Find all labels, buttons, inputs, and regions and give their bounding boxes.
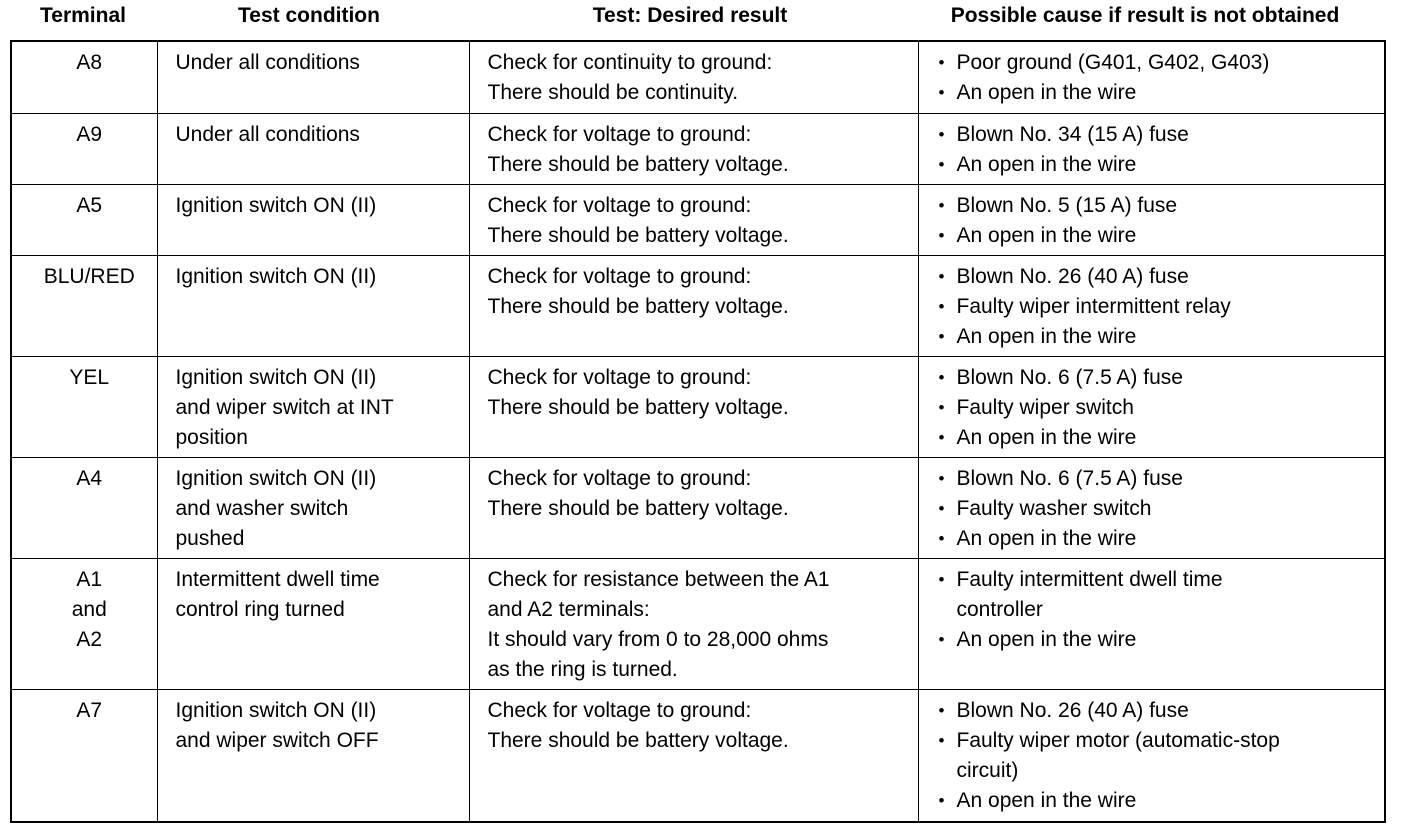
desired-result-text: There should be continuity.: [487, 81, 739, 104]
desired-result-text: There should be battery voltage.: [487, 223, 789, 247]
test-condition-text: Under all conditions: [175, 122, 360, 146]
troubleshooting-table: [10, 40, 1386, 823]
terminal-label: A7: [76, 698, 103, 722]
desired-result-cell: [469, 41, 918, 113]
table-row: [11, 255, 1385, 356]
desired-result-text: Check for voltage to ground:: [487, 122, 752, 146]
desired-result-cell: [469, 184, 918, 255]
cause-list-item: [937, 78, 1377, 108]
cause-text: • Faulty wiper switch: [956, 395, 1134, 419]
desired-result-text: Check for voltage to ground:: [487, 698, 752, 722]
desired-result-text: There should be battery voltage.: [487, 294, 789, 318]
cause-text: • An open in the wire: [956, 788, 1137, 812]
cause-text: • Poor ground (G401, G402, G403): [956, 51, 1270, 74]
terminal-cell: [11, 255, 157, 356]
desired-result-text: There should be battery voltage.: [487, 496, 789, 520]
test-condition-cell: [157, 41, 469, 113]
cause-text: • An open in the wire: [956, 81, 1137, 104]
test-condition-text: Ignition switch ON (II): [175, 466, 377, 490]
terminal-label: A4: [76, 466, 103, 490]
test-condition-cell: [157, 689, 469, 822]
terminal-cell: [11, 184, 157, 255]
cause-list-item: [937, 696, 1377, 726]
cause-list-item: [937, 150, 1377, 180]
possible-cause-cell: [918, 113, 1385, 184]
cause-list-item: [937, 120, 1377, 150]
possible-cause-cell: [918, 457, 1385, 558]
table-body: [11, 41, 1385, 822]
test-condition-text: Ignition switch ON (II): [175, 698, 377, 722]
cause-list-item: [937, 464, 1377, 494]
terminal-label: and: [71, 597, 107, 621]
test-condition-cell: [157, 356, 469, 457]
test-condition-text: Intermittent dwell time: [175, 567, 380, 591]
test-condition-cell: [157, 184, 469, 255]
cause-text: • Faulty wiper motor (automatic-stop: [956, 728, 1280, 752]
desired-result-cell: [469, 255, 918, 356]
terminal-label: A1: [76, 567, 103, 591]
cause-list-item: [937, 786, 1377, 816]
test-condition-cell: [157, 558, 469, 689]
possible-cause-cell: [918, 41, 1385, 113]
test-condition-text: position: [175, 425, 248, 449]
cause-list-item: [937, 292, 1377, 322]
desired-result-text: Check for resistance between the A1: [487, 567, 830, 591]
desired-result-text: Check for continuity to ground:: [487, 51, 773, 74]
cause-list-item: [937, 524, 1377, 554]
test-condition-text: Under all conditions: [175, 51, 360, 74]
desired-result-cell: [469, 558, 918, 689]
table-row: [11, 41, 1385, 113]
terminal-cell: [11, 41, 157, 113]
cause-text: • An open in the wire: [956, 223, 1137, 247]
cause-text: • An open in the wire: [956, 627, 1137, 651]
cause-text: • An open in the wire: [956, 425, 1137, 449]
cause-text: • An open in the wire: [956, 324, 1137, 348]
test-condition-cell: [157, 255, 469, 356]
cause-list-item: [937, 726, 1377, 786]
cause-text: • Blown No. 5 (15 A) fuse: [956, 193, 1178, 217]
table-row: [11, 558, 1385, 689]
desired-result-text: Check for voltage to ground:: [487, 193, 752, 217]
cause-list-item: [937, 565, 1377, 625]
desired-result-text: It should vary from 0 to 28,000 ohms: [487, 627, 829, 651]
test-condition-text: Ignition switch ON (II): [175, 264, 377, 288]
terminal-cell: [11, 113, 157, 184]
table-row: [11, 689, 1385, 822]
possible-cause-cell: [918, 356, 1385, 457]
table-header: [10, 0, 1384, 40]
desired-result-text: There should be battery voltage.: [487, 152, 789, 176]
test-condition-text: and washer switch: [175, 496, 349, 520]
possible-cause-cell: [918, 255, 1385, 356]
cause-text: • Blown No. 26 (40 A) fuse: [956, 698, 1189, 722]
test-condition-cell: [157, 113, 469, 184]
header-possible-cause: Possible cause if result is not obtained: [950, 4, 1340, 27]
terminal-label: A9: [76, 122, 103, 146]
test-condition-text: and wiper switch OFF: [175, 728, 379, 752]
desired-result-text: Check for voltage to ground:: [487, 264, 752, 288]
desired-result-cell: [469, 356, 918, 457]
cause-text: circuit): [956, 758, 1019, 782]
desired-result-text: Check for voltage to ground:: [487, 466, 752, 490]
header-test-condition: Test condition: [238, 4, 380, 27]
possible-cause-cell: [918, 558, 1385, 689]
terminal-label: A8: [76, 51, 103, 74]
cause-list-item: [937, 494, 1377, 524]
terminal-cell: [11, 457, 157, 558]
header-terminal: Terminal: [40, 4, 126, 27]
test-condition-text: Ignition switch ON (II): [175, 365, 377, 389]
table-row: [11, 356, 1385, 457]
cause-text: • Blown No. 26 (40 A) fuse: [956, 264, 1189, 288]
cause-text: • An open in the wire: [956, 152, 1137, 176]
cause-list-item: [937, 322, 1377, 352]
test-condition-text: control ring turned: [175, 597, 345, 621]
test-condition-cell: [157, 457, 469, 558]
desired-result-text: and A2 terminals:: [487, 597, 650, 621]
cause-list-item: [937, 393, 1377, 423]
cause-text: • Blown No. 34 (15 A) fuse: [956, 122, 1189, 146]
desired-result-cell: [469, 689, 918, 822]
cause-text: • Blown No. 6 (7.5 A) fuse: [956, 466, 1183, 490]
cause-list-item: [937, 221, 1377, 251]
cause-text: • Blown No. 6 (7.5 A) fuse: [956, 365, 1183, 389]
cause-text: • Faulty washer switch: [956, 496, 1152, 520]
table-row: [11, 184, 1385, 255]
cause-text: • Faulty wiper intermittent relay: [956, 294, 1231, 318]
terminal-cell: [11, 689, 157, 822]
terminal-label: A2: [76, 627, 103, 651]
desired-result-cell: [469, 113, 918, 184]
header-desired-result: Test: Desired result: [592, 4, 788, 27]
cause-list-item: [937, 48, 1377, 78]
desired-result-text: Check for voltage to ground:: [487, 365, 752, 389]
terminal-cell: [11, 558, 157, 689]
cause-list-item: [937, 262, 1377, 292]
desired-result-cell: [469, 457, 918, 558]
terminal-cell: [11, 356, 157, 457]
desired-result-text: There should be battery voltage.: [487, 728, 789, 752]
cause-list-item: [937, 363, 1377, 393]
cause-text: controller: [956, 597, 1043, 621]
possible-cause-cell: [918, 689, 1385, 822]
cause-text: • Faulty intermittent dwell time: [956, 567, 1223, 591]
desired-result-text: as the ring is turned.: [487, 657, 678, 681]
terminal-label: BLU/RED: [43, 264, 135, 288]
cause-list-item: [937, 625, 1377, 655]
desired-result-text: There should be battery voltage.: [487, 395, 789, 419]
cause-list-item: [937, 423, 1377, 453]
table-row: [11, 457, 1385, 558]
cause-list-item: [937, 191, 1377, 221]
possible-cause-cell: [918, 184, 1385, 255]
cause-text: • An open in the wire: [956, 526, 1137, 550]
test-condition-text: Ignition switch ON (II): [175, 193, 377, 217]
test-condition-text: and wiper switch at INT: [175, 395, 394, 419]
terminal-label: YEL: [69, 365, 110, 389]
table-row: [11, 113, 1385, 184]
test-condition-text: pushed: [175, 526, 245, 550]
terminal-label: A5: [76, 193, 103, 217]
